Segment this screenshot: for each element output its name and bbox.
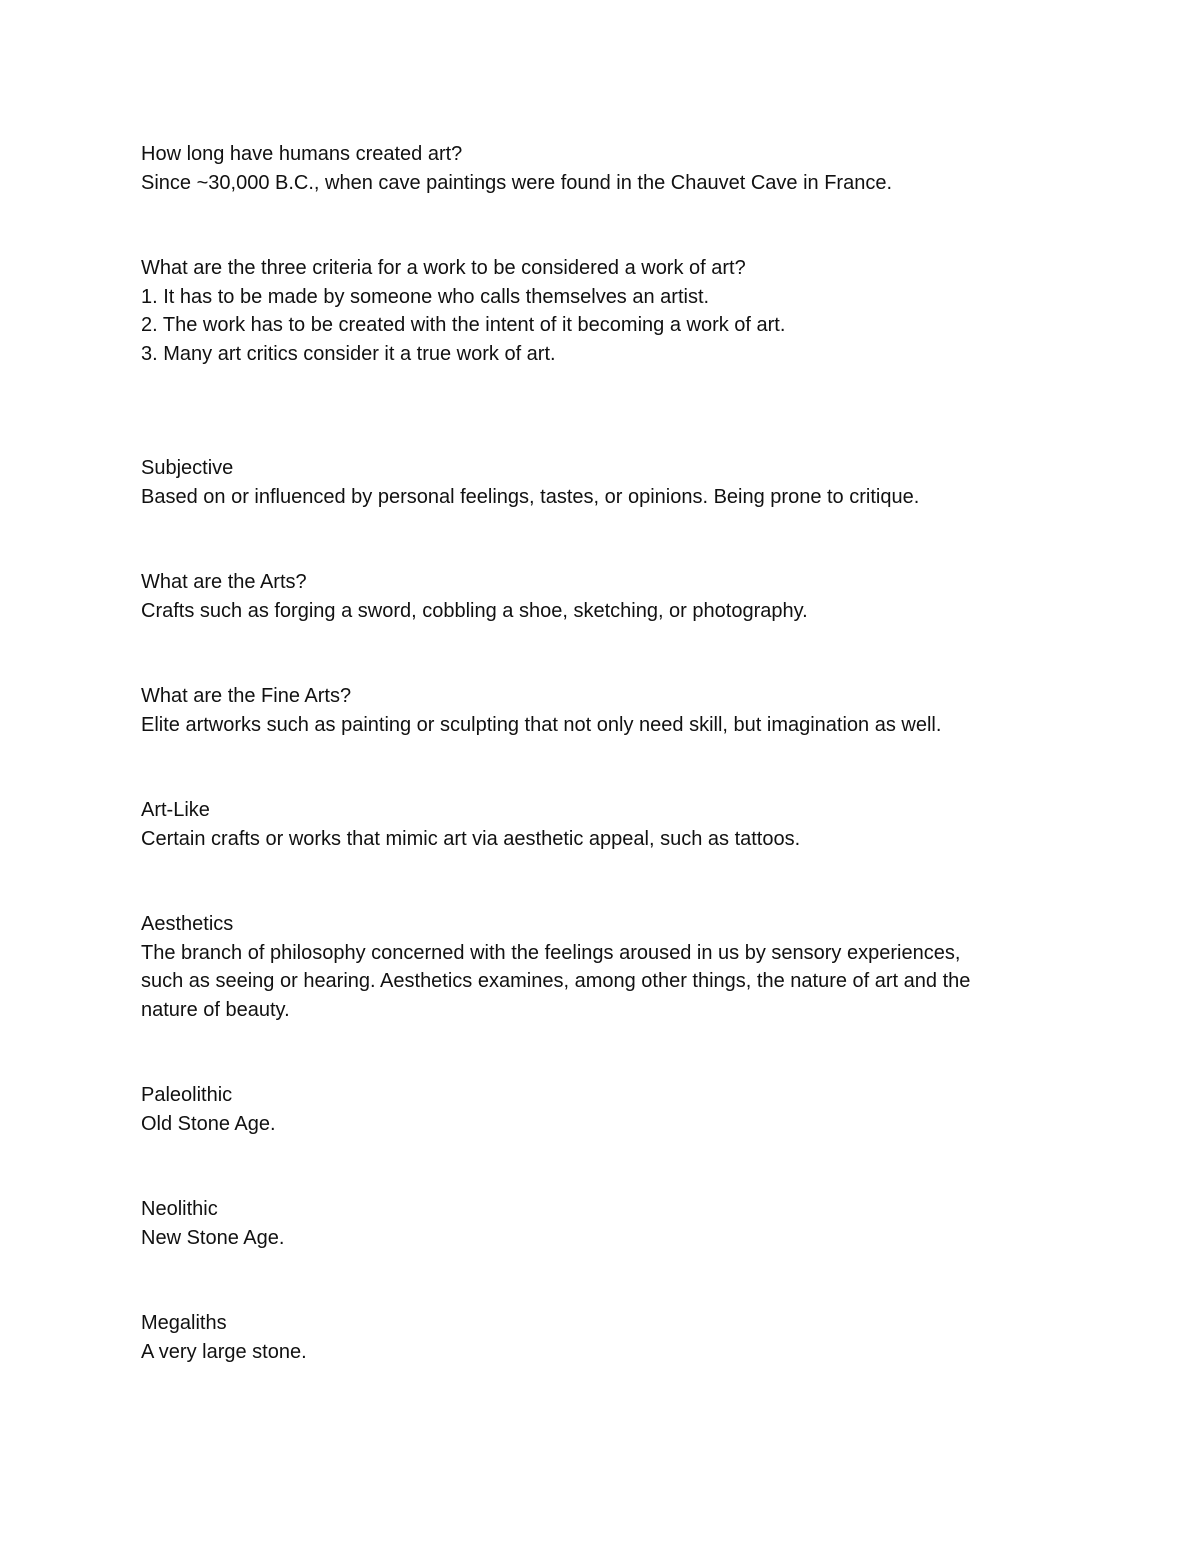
answer-text: Elite artworks such as painting or sculpting that not only need skill, but imagination as well. [141,713,942,736]
definition-text: Based on or influenced by personal feelings, tastes, or opinions. Being prone to critique. [141,485,920,508]
answer-text: Since ~30,000 B.C., when cave paintings were found in the Chauvet Cave in France. [141,171,893,194]
question-text: What are the Fine Arts? [141,685,352,707]
question-text: What are the three criteria for a work to be considered a work of art? [141,257,746,279]
definition-text: Old Stone Age. [141,1112,276,1135]
entry-megaliths [141,1309,1061,1366]
list-item: 3. Many art critics consider it a true work of art. [141,342,556,365]
question-text: How long have humans created art? [141,143,463,165]
term-text: Paleolithic [141,1084,233,1106]
definition-text: A very large stone. [141,1340,307,1363]
definition-text: nature of beauty. [141,998,290,1021]
entry-subjective [141,454,1061,511]
list-item: 1. It has to be made by someone who calls themselves an artist. [141,285,710,308]
term-text: Subjective [141,457,234,479]
term-text: Art-Like [141,799,210,821]
question-text: What are the Arts? [141,571,307,593]
term-text: Megaliths [141,1312,227,1334]
entry-art-history [141,140,1061,197]
entry-arts [141,568,1061,625]
list-item: 2. The work has to be created with the intent of it becoming a work of art. [141,314,786,337]
entry-art-criteria [141,254,1061,368]
entry-neolithic [141,1195,1061,1252]
definition-text: The branch of philosophy concerned with the feelings aroused in us by sensory experiences, [141,941,961,964]
definition-text: such as seeing or hearing. Aesthetics examines, among other things, the nature of art and the [141,970,971,993]
definition-text: Certain crafts or works that mimic art via aesthetic appeal, such as tattoos. [141,827,801,850]
definition-text: New Stone Age. [141,1226,285,1249]
term-text: Aesthetics [141,913,234,935]
entry-paleolithic [141,1081,1061,1138]
answer-text: Crafts such as forging a sword, cobbling a shoe, sketching, or photography. [141,599,808,622]
term-text: Neolithic [141,1198,218,1220]
entry-aesthetics [141,910,1061,1024]
entry-art-like [141,796,1061,853]
entry-fine-arts [141,682,1061,739]
